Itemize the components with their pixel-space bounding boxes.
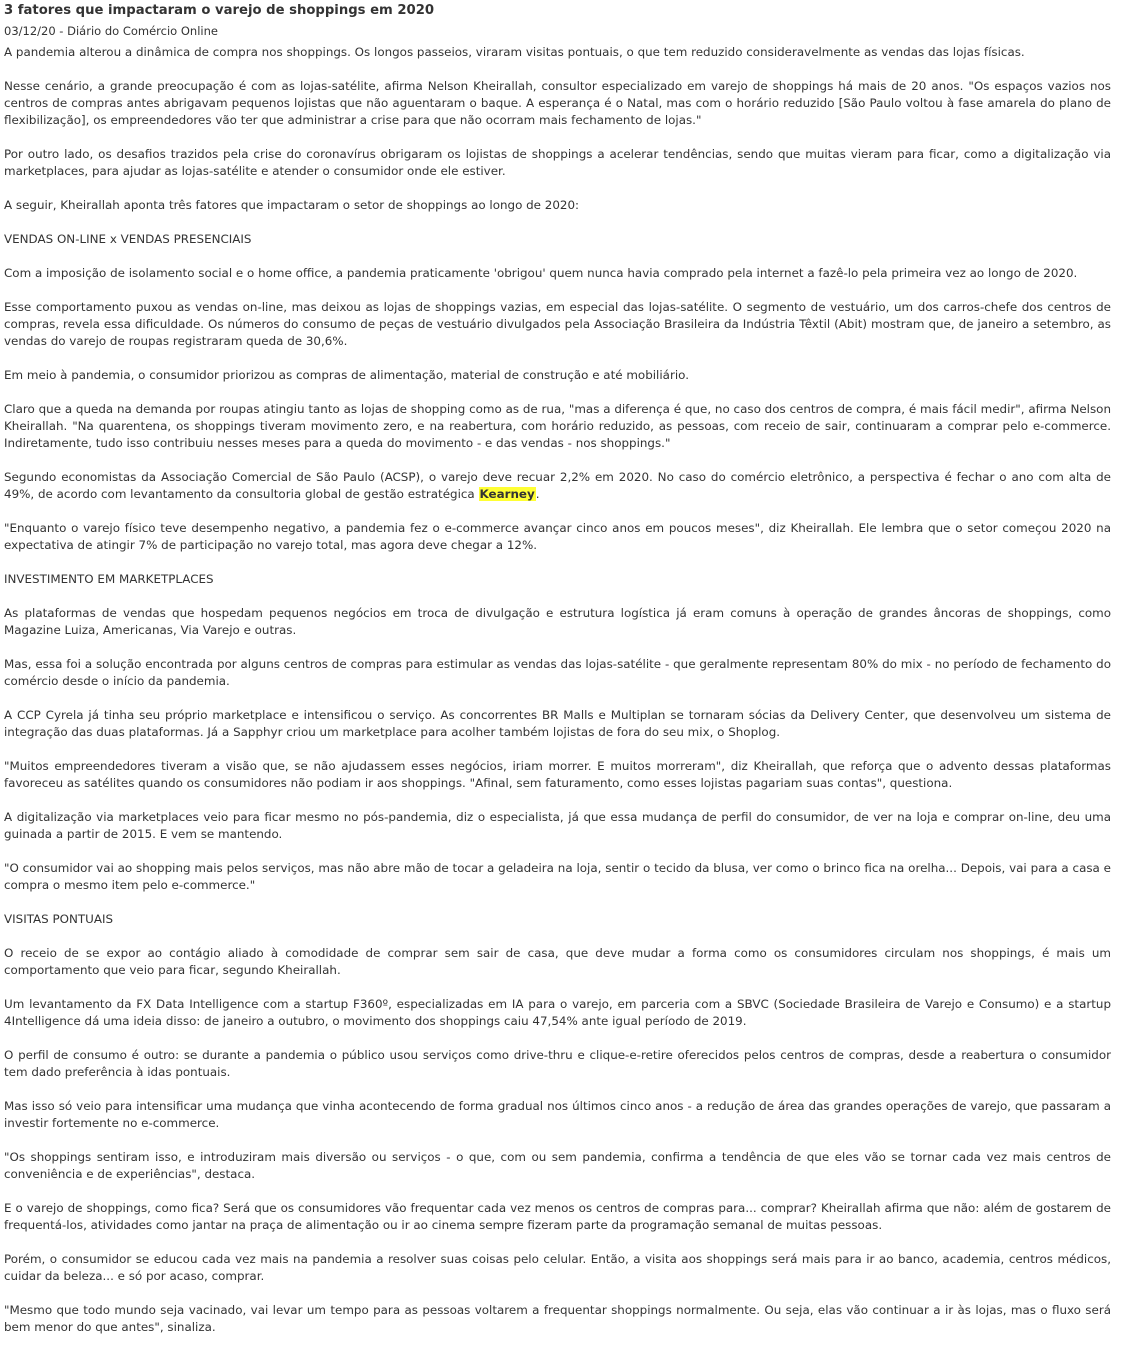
section-heading: VISITAS PONTUAIS <box>4 912 114 926</box>
paragraph: Esse comportamento puxou as vendas on-line, mas deixou as lojas de shoppings vazias, em especial das lojas-satélite. O segmento de vestuário, um dos carros-chefe dos centros de compras, revela essa dificuldade. Os números do consumo de peças de vestuário divulgados pela Associação Brasileira da Indústria Têxtil (Abit) mostram que, de janeiro a setembro, as vendas do varejo de roupas registraram queda de 30,6%. <box>4 300 1111 348</box>
paragraph: A CCP Cyrela já tinha seu próprio marketplace e intensificou o serviço. As concorrentes BR Malls e Multiplan se tornaram sócias da Delivery Center, que desenvolveu um sistema de integração das duas plataformas. Já a Sapphyr criou um marketplace para acolher também lojistas de fora do seu mix, o Shoplog. <box>4 708 1111 739</box>
paragraph: E o varejo de shoppings, como fica? Será que os consumidores vão frequentar cada vez menos os centros de compras para... comprar? Kheirallah afirma que não: além de gostarem de frequentá-los, atividades como jantar na praça de alimentação ou ir ao cinema sempre fizeram parte da programação semanal de muitas pessoas. <box>4 1201 1111 1232</box>
meta-separator: - <box>55 24 68 38</box>
article-title: 3 fatores que impactaram o varejo de shoppings em 2020 <box>4 3 435 18</box>
paragraph: "Mesmo que todo mundo seja vacinado, vai levar um tempo para as pessoas voltarem a frequentar shoppings normalmente. Ou seja, elas vão continuar a ir às lojas, mas o fluxo será bem menor do que antes", sinaliza. <box>4 1303 1111 1334</box>
paragraph: "Os shoppings sentiram isso, e introduziram mais diversão ou serviços - o que, com ou sem pandemia, confirma a tendência de que eles vão se tornar cada vez mais centros de conveniência e de experiências", destaca. <box>4 1150 1111 1181</box>
paragraph: As plataformas de vendas que hospedam pequenos negócios em troca de divulgação e estrutura logística já eram comuns à operação de grandes âncoras de shoppings, como Magazine Luiza, Americanas, Via Varejo e outras. <box>4 606 1111 637</box>
paragraph: Por outro lado, os desafios trazidos pela crise do coronavírus obrigaram os lojistas de shoppings a acelerar tendências, sendo que muitas vieram para ficar, como a digitalização via marketplaces, para ajudar as lojas-satélite e atender o consumidor onde ele estiver. <box>4 147 1111 178</box>
paragraph: O perfil de consumo é outro: se durante a pandemia o público usou serviços como drive-thru e clique-e-retire oferecidos pelos centros de compras, desde a reabertura o consumidor tem dado preferência à idas pontuais. <box>4 1048 1111 1079</box>
paragraph-text: Segundo economistas da Associação Comercial de São Paulo (ACSP), o varejo deve recuar 2,2% em 2020. No caso do comércio eletrônico, a perspectiva é fechar o ano com alta de 49%, de acordo com levantamento da consultoria global de gestão estratégica <box>4 470 1111 501</box>
paragraph: Mas, essa foi a solução encontrada por alguns centros de compras para estimular as vendas das lojas-satélite - que geralmente representam 80% do mix - no período de fechamento do comércio desde o início da pandemia. <box>4 657 1111 688</box>
paragraph-text-end: . <box>535 487 540 501</box>
paragraph: Em meio à pandemia, o consumidor priorizou as compras de alimentação, material de construção e até mobiliário. <box>4 368 689 382</box>
paragraph: Mas isso só veio para intensificar uma mudança que vinha acontecendo de forma gradual nos últimos cinco anos - a redução de área das grandes operações de varejo, que passaram a investir fortemente no e-commerce. <box>4 1099 1111 1130</box>
paragraph: Com a imposição de isolamento social e o home office, a pandemia praticamente 'obrigou' quem nunca havia comprado pela internet a fazê-lo pela primeira vez ao longo de 2020. <box>4 266 1078 280</box>
article <box>0 1 1123 1336</box>
paragraph: Porém, o consumidor se educou cada vez mais na pandemia a resolver suas coisas pelo celular. Então, a visita aos shoppings será mais para ir ao banco, academia, centros médicos, cuidar da beleza... e só por acaso, comprar. <box>4 1252 1111 1283</box>
paragraph: "Enquanto o varejo físico teve desempenho negativo, a pandemia fez o e-commerce avançar cinco anos em poucos meses", diz Kheirallah. Ele lembra que o setor começou 2020 na expectativa de atingir 7% de participação no varejo total, mas agora deve chegar a 12%. <box>4 521 1111 552</box>
article-meta <box>4 23 1111 40</box>
article-source: Diário do Comércio Online <box>67 24 218 38</box>
paragraph: Um levantamento da FX Data Intelligence com a startup F360º, especializadas em IA para o varejo, em parceria com a SBVC (Sociedade Brasileira de Varejo e Consumo) e a startup 4Intelligence dá uma ideia disso: de janeiro a outubro, o movimento dos shoppings caiu 47,54% ante igual período de 2019. <box>4 997 1111 1028</box>
paragraph: "O consumidor vai ao shopping mais pelos serviços, mas não abre mão de tocar a geladeira na loja, sentir o tecido da blusa, ver como o brinco fica na orelha... Depois, vai para a casa e compra o mesmo item pelo e-commerce." <box>4 861 1111 892</box>
section-heading: VENDAS ON-LINE x VENDAS PRESENCIAIS <box>4 232 252 246</box>
highlighted-term: Kearney <box>479 487 535 501</box>
paragraph: A pandemia alterou a dinâmica de compra nos shoppings. Os longos passeios, viraram visitas pontuais, o que tem reduzido consideravelmente as vendas das lojas físicas. <box>4 45 1025 59</box>
section-heading: INVESTIMENTO EM MARKETPLACES <box>4 572 214 586</box>
paragraph: A seguir, Kheirallah aponta três fatores que impactaram o setor de shoppings ao longo de 2020: <box>4 198 580 212</box>
paragraph: Claro que a queda na demanda por roupas atingiu tanto as lojas de shopping como as de rua, "mas a diferença é que, no caso dos centros de compra, é mais fácil medir", afirma Nelson Kheirallah. "Na quarentena, os shoppings tiveram movimento zero, e na reabertura, com horário reduzido, as pessoas, com receio de sair, continuaram a comprar pelo e-commerce. Indiretamente, tudo isso contribuiu nesses meses para a queda do movimento - e das vendas - nos shoppings." <box>4 402 1111 450</box>
paragraph: A digitalização via marketplaces veio para ficar mesmo no pós-pandemia, diz o especialista, já que essa mudança de perfil do consumidor, de ver na loja e comprar on-line, deu uma guinada a partir de 2015. E vem se mantendo. <box>4 810 1111 841</box>
paragraph: O receio de se expor ao contágio aliado à comodidade de comprar sem sair de casa, que deve mudar a forma como os consumidores circulam nos shoppings, é mais um comportamento que veio para ficar, segundo Kheirallah. <box>4 946 1111 977</box>
paragraph-with-highlight <box>4 469 1111 503</box>
article-date: 03/12/20 <box>4 24 56 38</box>
paragraph: Nesse cenário, a grande preocupação é com as lojas-satélite, afirma Nelson Kheirallah, consultor especializado em varejo de shoppings há mais de 20 anos. "Os espaços vazios nos centros de compras antes abrigavam pequenos lojistas que não aguentaram o baque. A esperança é o Natal, mas com o horário reduzido [São Paulo voltou à fase amarela do plano de flexibilização], os empreendedores vão ter que administrar a crise para que não ocorram mais fechamento de lojas." <box>4 79 1111 127</box>
paragraph: "Muitos empreendedores tiveram a visão que, se não ajudassem esses negócios, iriam morrer. E muitos morreram", diz Kheirallah, que reforça que o advento dessas plataformas favoreceu as satélites quando os consumidores não podiam ir aos shoppings. "Afinal, sem faturamento, como esses lojistas pagariam suas contas", questiona. <box>4 759 1111 790</box>
